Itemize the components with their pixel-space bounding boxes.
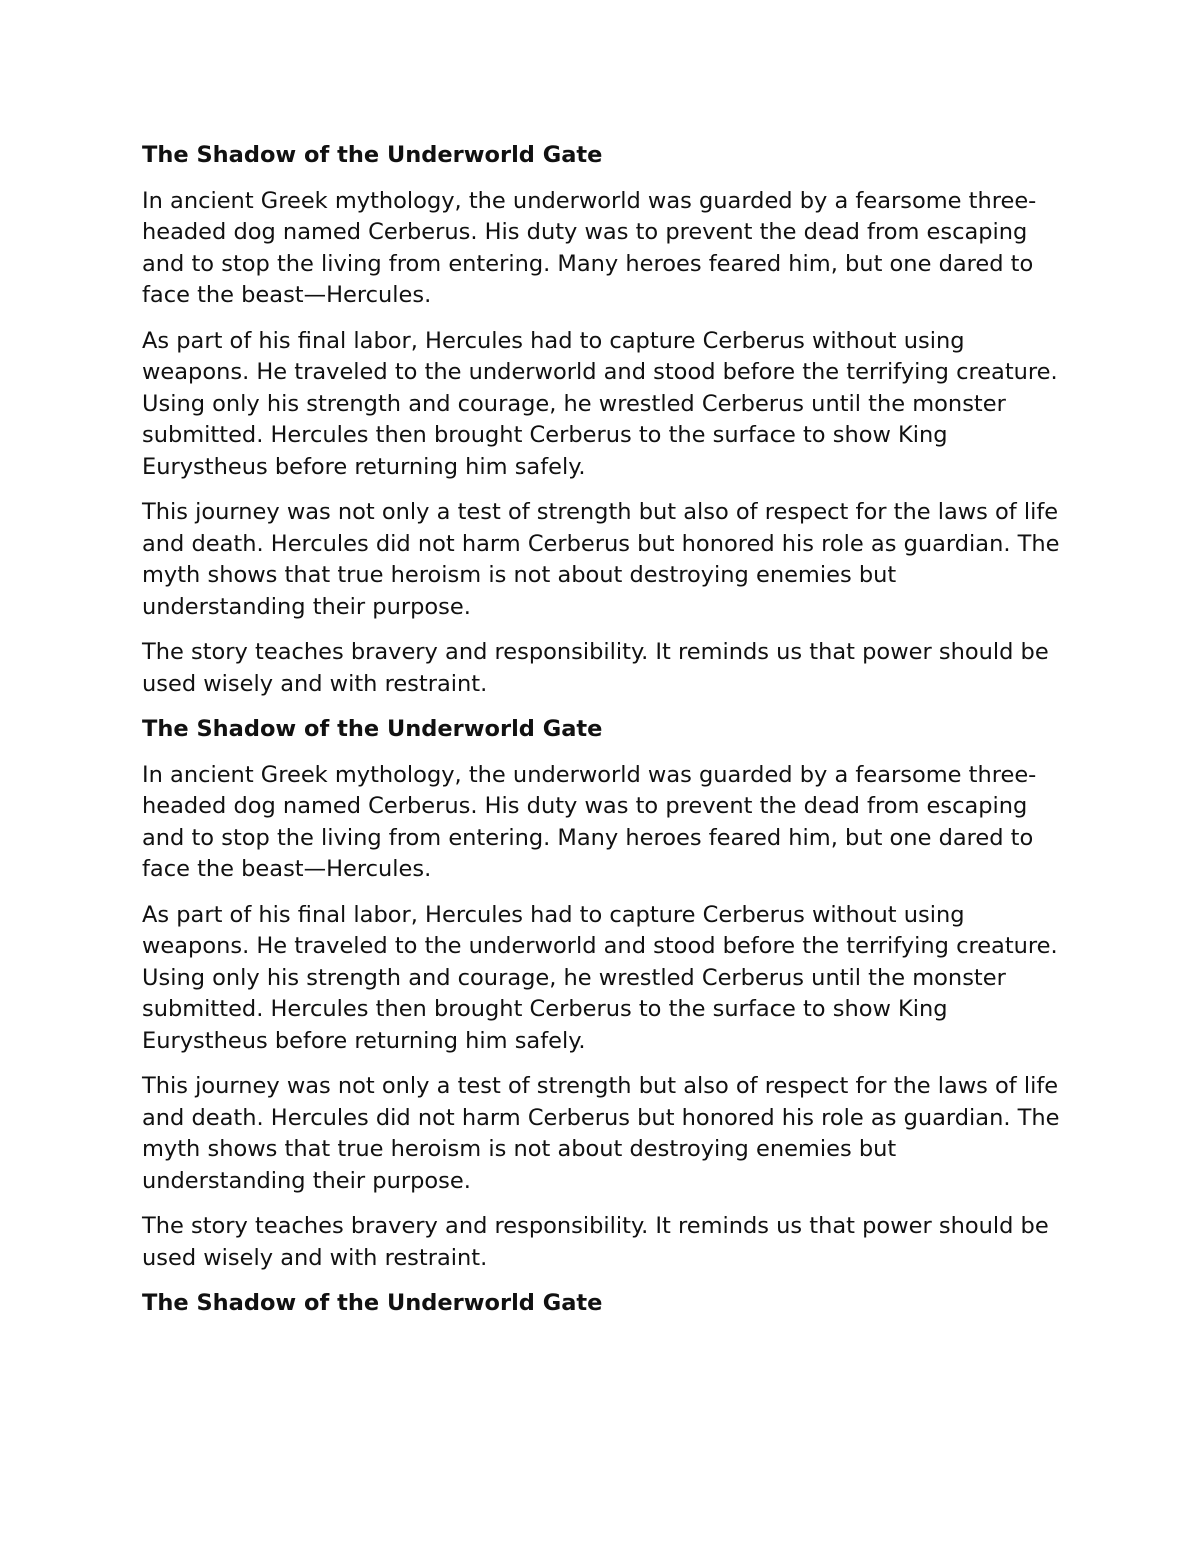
- paragraph: This journey was not only a test of strength but also of respect for the laws of life and death. Hercules did not harm Cerberus but honored his role as guardian. The myth shows that true heroism is not about destroying enemies but understanding their purpose.: [142, 1073, 1060, 1194]
- paragraph: This journey was not only a test of strength but also of respect for the laws of life and death. Hercules did not harm Cerberus but honored his role as guardian. The myth shows that true heroism is not about destroying enemies but understanding their purpose.: [142, 499, 1060, 620]
- paragraph: In ancient Greek mythology, the underworld was guarded by a fearsome three-headed dog named Cerberus. His duty was to prevent the dead from escaping and to stop the living from entering. Many heroes feared him, but one dared to face the beast—Hercules.: [142, 761, 1037, 882]
- paragraph: The story teaches bravery and responsibility. It reminds us that power should be used wisely and with restraint.: [142, 1213, 1049, 1271]
- paragraph: In ancient Greek mythology, the underworld was guarded by a fearsome three-headed dog named Cerberus. His duty was to prevent the dead from escaping and to stop the living from entering. Many heroes feared him, but one dared to face the beast—Hercules.: [142, 187, 1037, 308]
- paragraph: As part of his final labor, Hercules had to capture Cerberus without using weapons. He traveled to the underworld and stood before the terrifying creature. Using only his strength and courage, he wrestled Cerberus until the monster submitted. Hercules then brought Cerberus to the surface to show King Eurystheus before returning him safely.: [142, 327, 1058, 480]
- section-2: [142, 714, 1065, 1274]
- section-1: [142, 140, 1065, 700]
- paragraph: As part of his final labor, Hercules had to capture Cerberus without using weapons. He traveled to the underworld and stood before the terrifying creature. Using only his strength and courage, he wrestled Cerberus until the monster submitted. Hercules then brought Cerberus to the surface to show King Eurystheus before returning him safely.: [142, 901, 1058, 1054]
- section-3: [142, 1288, 1065, 1320]
- section-title: The Shadow of the Underworld Gate: [142, 1290, 603, 1316]
- section-title: The Shadow of the Underworld Gate: [142, 716, 603, 742]
- paragraph: The story teaches bravery and responsibility. It reminds us that power should be used wisely and with restraint.: [142, 639, 1049, 697]
- section-title: The Shadow of the Underworld Gate: [142, 142, 603, 168]
- document-body: [142, 140, 1065, 1320]
